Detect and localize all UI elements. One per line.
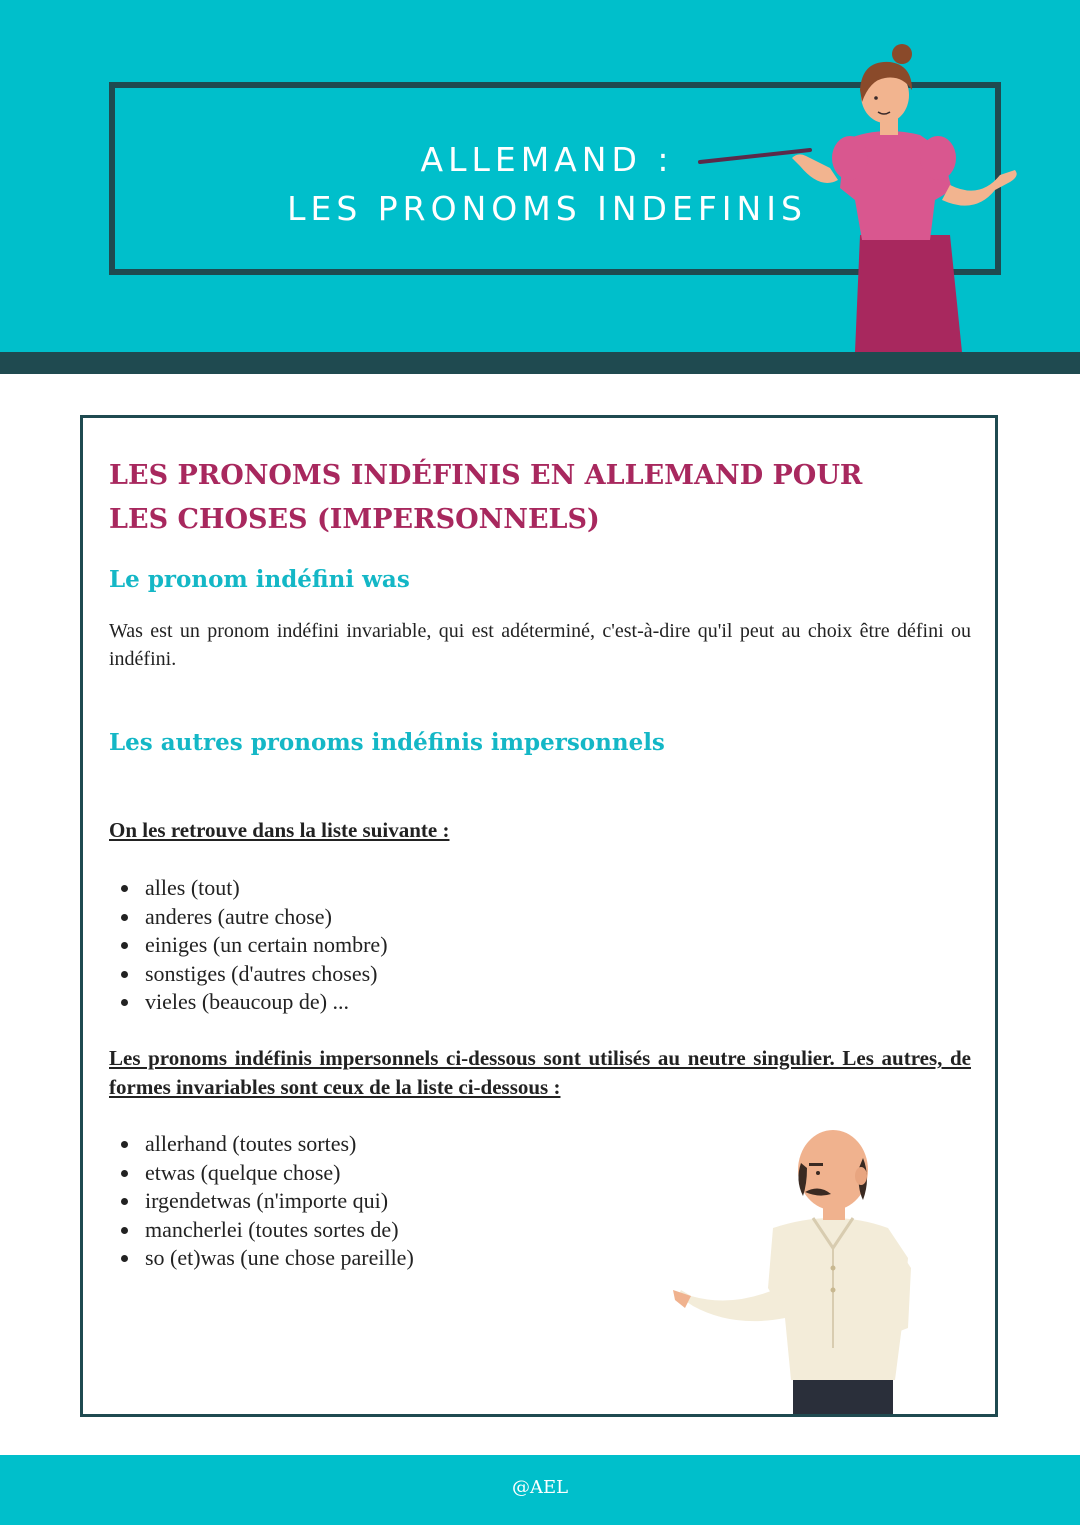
footer-bar (0, 1455, 1080, 1525)
list-item: sonstiges (d'autres choses) (109, 960, 388, 989)
section-text-was: Was est un pronom indéfini invariable, qui est adéterminé, c'est-à-dire qu'il peut au choix être défini ou indéfini. (109, 620, 971, 670)
footer-credit: @AEL (511, 1477, 569, 1498)
main-heading: LES PRONOMS INDÉFINIS EN ALLEMAND POUR LES CHOSES (IMPERSONNELS) (109, 460, 863, 535)
list-item: einiges (un certain nombre) (109, 931, 388, 960)
content-card (80, 415, 998, 1417)
title-line-1: ALLEMAND : (420, 140, 674, 179)
section-title-was: Le pronom indéfini was (109, 566, 410, 593)
list-item: vieles (beaucoup de) ... (109, 988, 388, 1017)
header-band (0, 352, 1080, 374)
list-item: etwas (quelque chose) (109, 1159, 414, 1188)
list-item: so (et)was (une chose pareille) (109, 1244, 414, 1273)
list-item: anderes (autre chose) (109, 903, 388, 932)
list-2-label: Les pronoms indéfinis impersonnels ci-dessous sont utilisés au neutre singulier. Les autres, de formes invariables sont ceux de la liste ci-dessous : (109, 1046, 971, 1099)
teacher-man-illustration (673, 1118, 933, 1414)
title-line-2: LES PRONOMS INDEFINIS (287, 189, 807, 228)
list-item: mancherlei (toutes sortes de) (109, 1216, 414, 1245)
section-title-others: Les autres pronoms indéfinis impersonnels (109, 729, 665, 756)
pronoun-list-1 (109, 874, 388, 1017)
list-1-label: On les retrouve dans la liste suivante : (109, 818, 450, 842)
pronoun-list-2 (109, 1130, 414, 1273)
list-item: alles (tout) (109, 874, 388, 903)
list-item: allerhand (toutes sortes) (109, 1130, 414, 1159)
list-item: irgendetwas (n'importe qui) (109, 1187, 414, 1216)
teacher-woman-illustration (680, 40, 1030, 352)
